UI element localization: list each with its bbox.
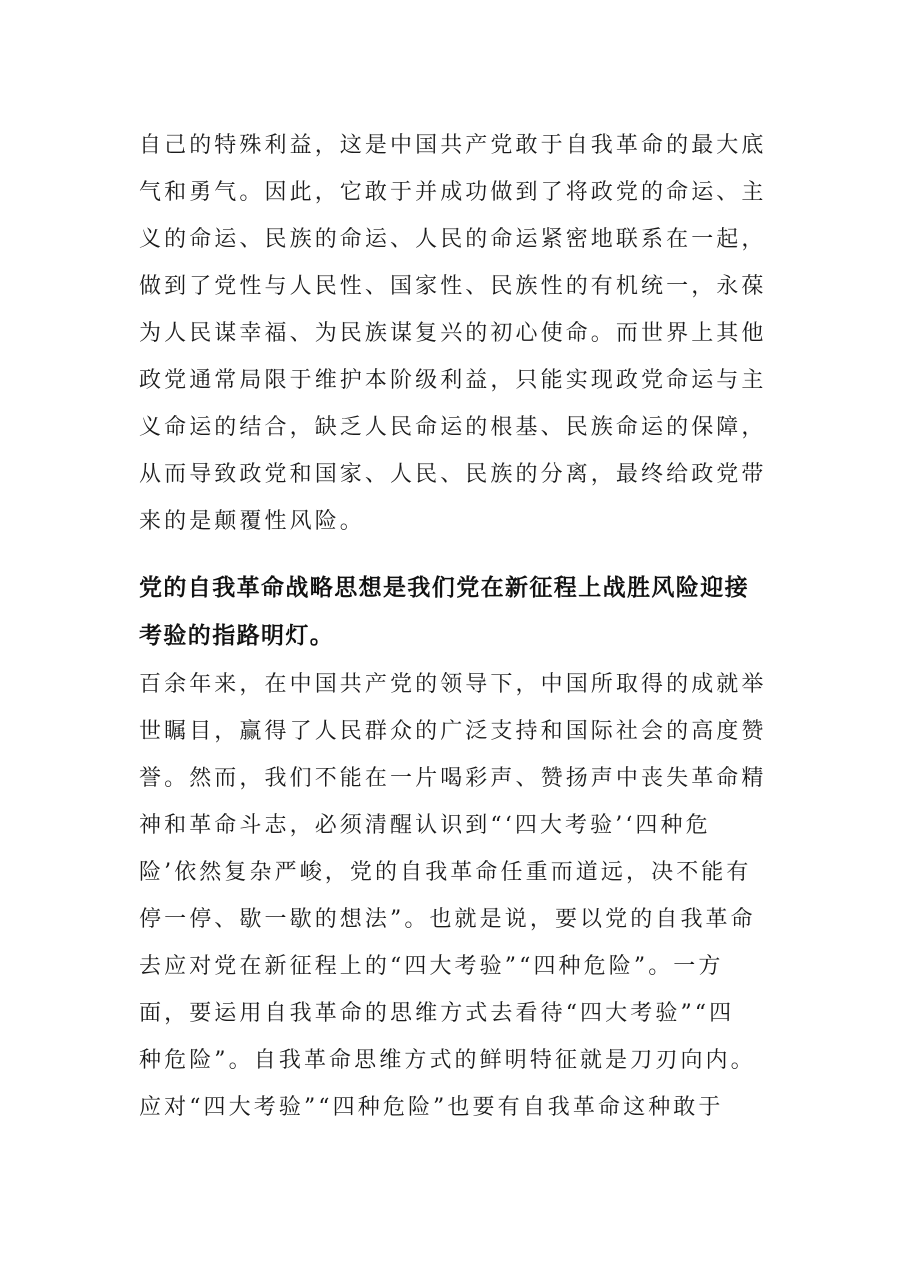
text-line: 政党通常局限于维护本阶级利益，只能实现政党命运与主	[139, 368, 767, 393]
heading-line: 党的自我革命战略思想是我们党在新征程上战胜风险迎接	[139, 575, 749, 601]
text-line: 种危险”。自我革命思维方式的鲜明特征就是刀刃向内。	[139, 1048, 756, 1073]
body-paragraph-2	[139, 661, 779, 1131]
text-line: 做到了党性与人民性、国家性、民族性的有机统一，永葆	[139, 274, 767, 299]
text-line: 险’依然复杂严峻，党的自我革命任重而道远，决不能有	[139, 860, 752, 885]
text-line: 来的是颠覆性风险。	[139, 509, 365, 534]
text-line: 世瞩目，赢得了人民群众的广泛支持和国际社会的高度赞	[139, 719, 767, 744]
text-line: 应对“四大考验”“四种危险”也要有自我革命这种敢于	[139, 1095, 724, 1120]
text-line: 义命运的结合，缺乏人民命运的根基、民族命运的保障，	[139, 415, 767, 440]
text-line: 义的命运、民族的命运、人民的命运紧密地联系在一起，	[139, 227, 767, 252]
text-line: 去应对党在新征程上的“四大考验”“四种危险”。一方	[139, 954, 724, 979]
heading-line: 考验的指路明灯。	[139, 623, 335, 649]
text-line: 自己的特殊利益，这是中国共产党敢于自我革命的最大底	[139, 133, 767, 158]
text-line: 停一停、歇一歇的想法”。也就是说，要以党的自我革命	[139, 907, 756, 932]
text-line: 誉。然而，我们不能在一片喝彩声、赞扬声中丧失革命精	[139, 766, 767, 791]
text-line: 百余年来，在中国共产党的领导下，中国所取得的成就举	[139, 672, 767, 697]
text-line: 面，要运用自我革命的思维方式去看待“四大考验”“四	[139, 1001, 735, 1026]
text-line: 为人民谋幸福、为民族谋复兴的初心使命。而世界上其他	[139, 321, 767, 346]
text-line: 从而导致政党和国家、人民、民族的分离，最终给政党带	[139, 462, 767, 487]
text-line: 气和勇气。因此，它敢于并成功做到了将政党的命运、主	[139, 180, 767, 205]
text-line: 神和革命斗志，必须清醒认识到“‘四大考验’‘四种危	[139, 813, 711, 838]
body-paragraph-1	[139, 122, 779, 545]
section-heading	[139, 564, 779, 660]
